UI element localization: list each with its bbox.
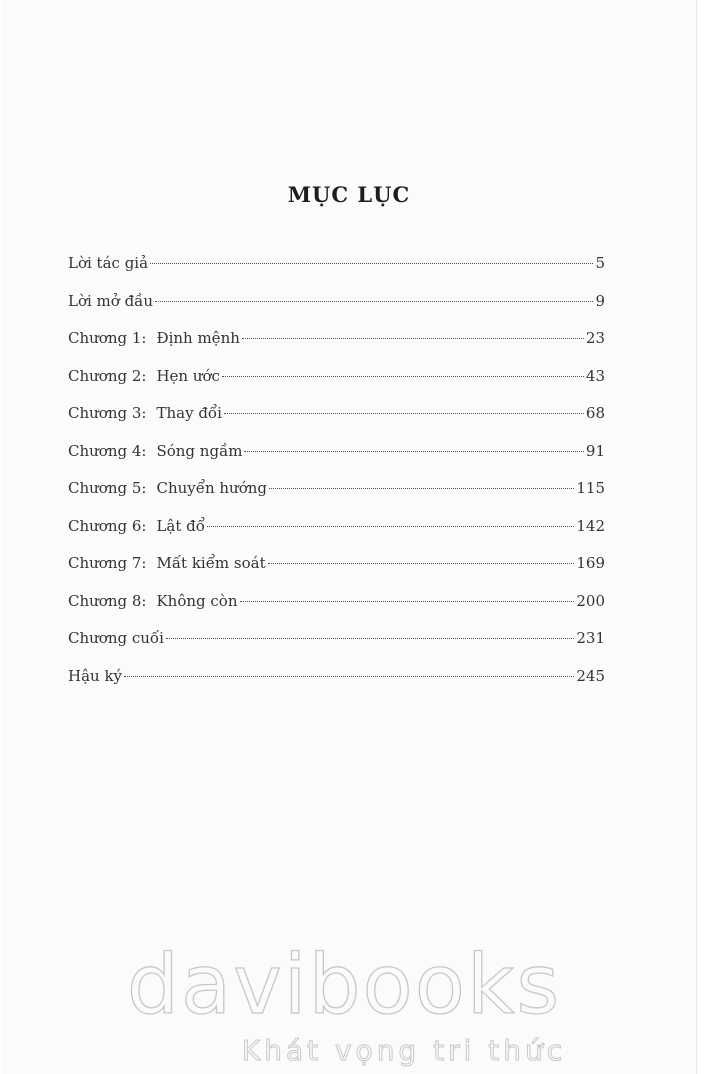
dot-leader [269, 488, 574, 489]
toc-page-number: 9 [595, 291, 605, 310]
toc-title: MỤC LỤC [287, 182, 411, 207]
chapter-number: Chương 6: [68, 516, 147, 535]
toc-label [68, 367, 220, 385]
toc-label: Lời tác giả [68, 254, 149, 272]
toc-page-number: 142 [576, 516, 605, 535]
toc-label [68, 479, 267, 497]
toc-page-number: 43 [585, 366, 605, 385]
toc-row [68, 442, 605, 480]
chapter-title: Không còn [156, 591, 238, 610]
toc-row [68, 254, 605, 292]
toc-row [68, 592, 605, 630]
toc-label [68, 442, 242, 460]
chapter-number: Chương 4: [68, 441, 147, 460]
toc-row [68, 554, 605, 592]
toc-page-number: 245 [576, 666, 605, 685]
chapter-title: Định mệnh [156, 329, 240, 347]
toc-page-number: 91 [585, 441, 605, 460]
chapter-title: Mất kiểm soát [156, 554, 266, 572]
toc-row [68, 367, 605, 405]
dot-leader [124, 676, 574, 677]
chapter-number: Chương 1: [68, 329, 147, 347]
book-page [2, 0, 697, 1074]
toc-page-number: 231 [576, 629, 605, 647]
dot-leader [244, 451, 583, 452]
toc-label: Chương cuối [68, 629, 164, 647]
toc-row [68, 629, 605, 667]
toc-row [68, 517, 605, 555]
chapter-title: Thay đổi [156, 404, 222, 422]
watermark-tagline: Khát vọng tri thức [241, 1034, 567, 1067]
dot-leader [155, 301, 593, 302]
chapter-title: Chuyển hướng [156, 479, 268, 497]
toc-row [68, 329, 605, 367]
toc-label: Lời mở đầu [68, 291, 154, 310]
toc-page-number: 5 [595, 254, 605, 272]
dot-leader [166, 638, 574, 639]
chapter-number: Chương 3: [68, 404, 147, 422]
toc-label [68, 592, 238, 610]
toc-row [68, 667, 605, 705]
toc-label [68, 404, 222, 422]
dot-leader [224, 413, 584, 414]
chapter-number: Chương 8: [68, 591, 147, 610]
dot-leader [242, 338, 584, 339]
toc-label: Hậu ký [68, 666, 123, 685]
toc-page-number: 115 [576, 479, 605, 497]
toc-list [68, 254, 605, 704]
toc-row [68, 292, 605, 330]
chapter-number: Chương 7: [68, 554, 147, 572]
toc-label [68, 517, 205, 535]
watermark-brand: davibooks [126, 938, 562, 1033]
chapter-title: Hẹn ước [156, 366, 220, 385]
dot-leader [150, 263, 593, 264]
dot-leader [207, 526, 574, 527]
dot-leader [268, 563, 575, 564]
toc-page-number: 200 [576, 591, 605, 610]
toc-page-number: 169 [576, 554, 605, 572]
toc-label [68, 329, 240, 347]
dot-leader [240, 601, 575, 602]
toc-label [68, 554, 266, 572]
chapter-number: Chương 2: [68, 366, 147, 385]
dot-leader [222, 376, 584, 377]
toc-page-number: 68 [585, 404, 605, 422]
chapter-number: Chương 5: [68, 479, 147, 497]
toc-row [68, 479, 605, 517]
chapter-title: Lật đổ [156, 516, 205, 535]
toc-page-number: 23 [585, 329, 605, 347]
toc-row [68, 404, 605, 442]
chapter-title: Sóng ngầm [156, 441, 243, 460]
